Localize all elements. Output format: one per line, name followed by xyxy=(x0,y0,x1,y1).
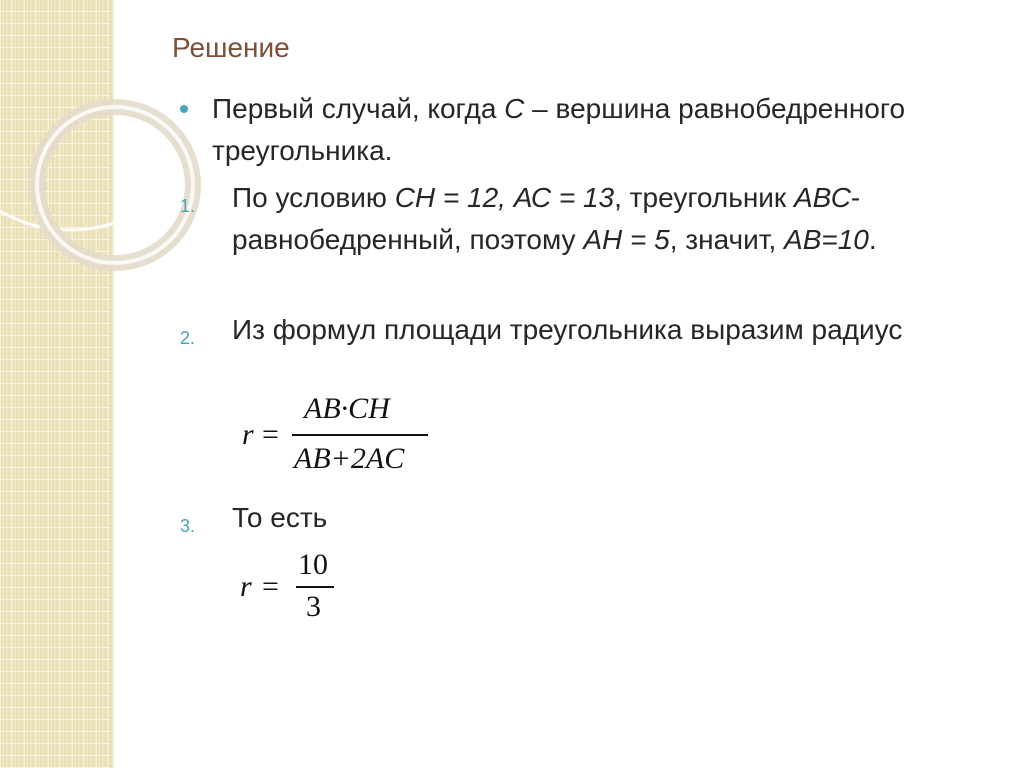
formula-denominator: 3 xyxy=(306,590,321,623)
item-text-part: , треугольник xyxy=(614,182,794,213)
slide-title: Решение xyxy=(172,32,290,63)
formula-equals: = xyxy=(262,418,279,451)
fraction-bar xyxy=(292,434,428,436)
bullet-variable: С xyxy=(504,93,525,124)
bullet-dot-icon xyxy=(180,105,188,113)
item-number: 3. xyxy=(180,516,196,536)
result-formula xyxy=(240,548,340,622)
bullet-text-part-2: – вершина равнобедренного треугольника. xyxy=(212,93,906,166)
item-math: СН = 12, АС = 13 xyxy=(394,182,615,213)
formula-lhs: r xyxy=(240,570,252,603)
item-text-part: . xyxy=(868,224,877,255)
formula-lhs: r xyxy=(242,418,254,451)
decorative-circle-ring-highlight xyxy=(37,107,196,263)
fraction-bar xyxy=(296,586,334,588)
item-text xyxy=(232,177,952,261)
item-text: Из формул площади треугольника выразим радиус xyxy=(232,314,903,345)
item-number: 2. xyxy=(180,328,196,348)
formula-denominator: AB+2AC xyxy=(294,442,405,475)
item-text-part: , значит, xyxy=(669,224,785,255)
formula-numerator: 10 xyxy=(298,548,328,581)
bullet-text-part-1: Первый случай, когда xyxy=(212,93,505,124)
bullet-text xyxy=(212,88,972,172)
item-number: 1. xyxy=(180,196,196,216)
item-math: АВС xyxy=(793,182,851,213)
formula-equals: = xyxy=(262,570,279,603)
radius-formula xyxy=(242,392,442,480)
formula-numerator: AB·CH xyxy=(304,392,390,425)
item-math: АН = 5 xyxy=(583,224,670,255)
item-math: АВ=10 xyxy=(784,224,869,255)
item-text: То есть xyxy=(232,502,328,533)
item-text-part: По условию xyxy=(232,182,395,213)
item-text-part: - равнобедренный, поэтому xyxy=(232,182,861,255)
